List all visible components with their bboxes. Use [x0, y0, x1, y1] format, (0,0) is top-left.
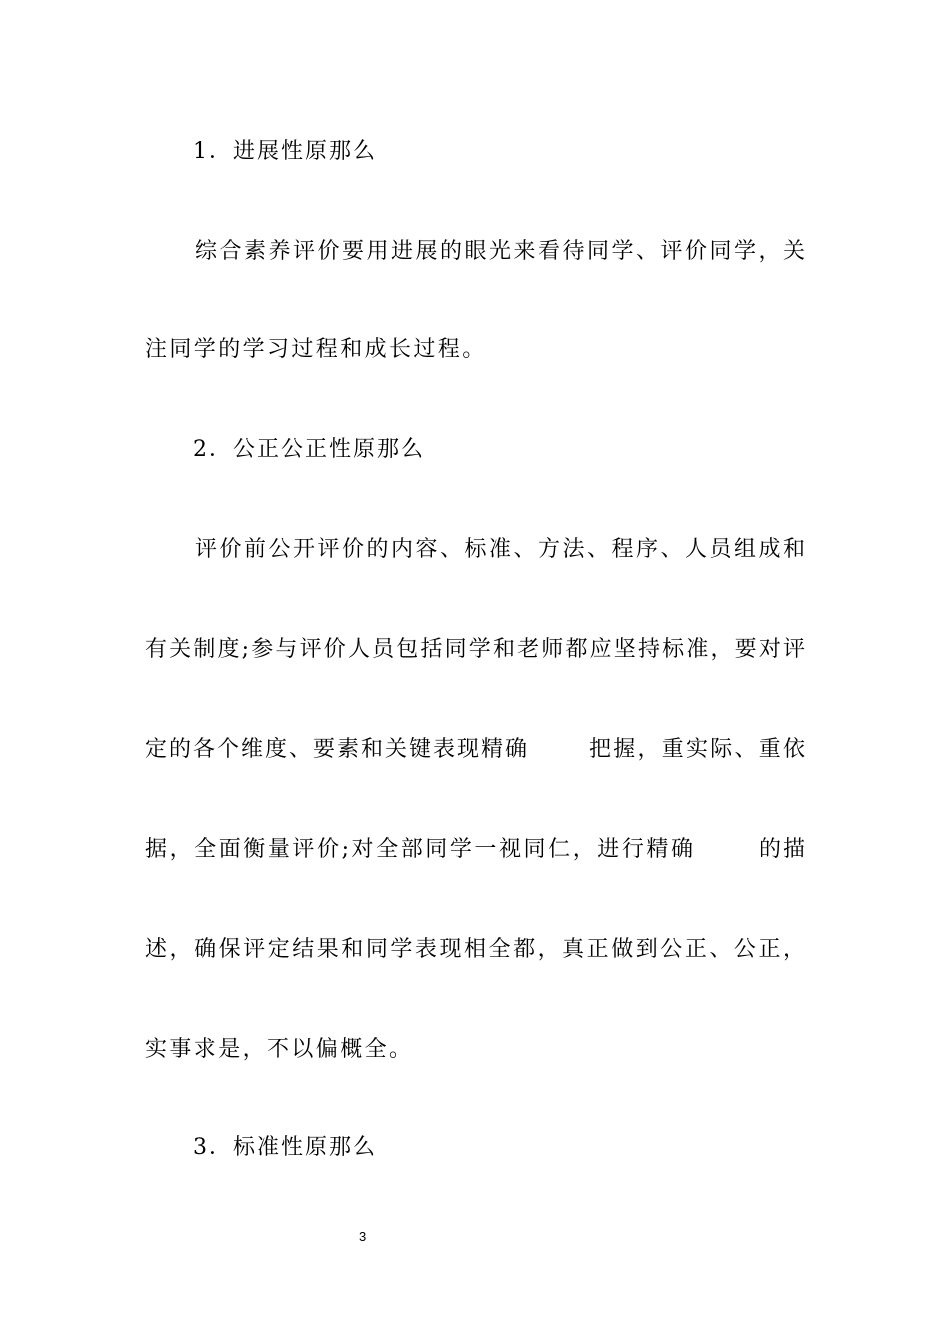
- paragraph-2-line-6: 实事求是，不以偏概全。: [145, 1037, 414, 1062]
- paragraph-2-line-3a: 定的各个维度、要素和关键表现精确: [145, 737, 527, 762]
- heading-1: 1．进展性原那么: [193, 139, 377, 164]
- paragraph-2-line-4a: 据，全面衡量评价;对全部同学一视同仁，进行精确: [145, 837, 693, 862]
- paragraph-2-line-1: 评价前公开评价的内容、标准、方法、程序、人员组成和: [195, 537, 805, 562]
- paragraph-2-line-4b: 的描: [759, 837, 805, 862]
- page-number: 3: [359, 1229, 367, 1244]
- paragraph-1-line-2: 注同学的学习过程和成长过程。: [145, 337, 487, 362]
- heading-2: 2．公正公正性原那么: [193, 437, 425, 462]
- paragraph-1-line-1: 综合素养评价要用进展的眼光来看待同学、评价同学，关: [195, 239, 805, 264]
- paragraph-2-line-5: 述，确保评定结果和同学表现相全都，真正做到公正、公正，: [145, 937, 805, 962]
- paragraph-2-line-3b: 把握，重实际、重依: [589, 737, 805, 762]
- heading-3: 3．标准性原那么: [193, 1135, 377, 1160]
- paragraph-2-line-2: 有关制度;参与评价人员包括同学和老师都应坚持标准，要对评: [145, 637, 805, 662]
